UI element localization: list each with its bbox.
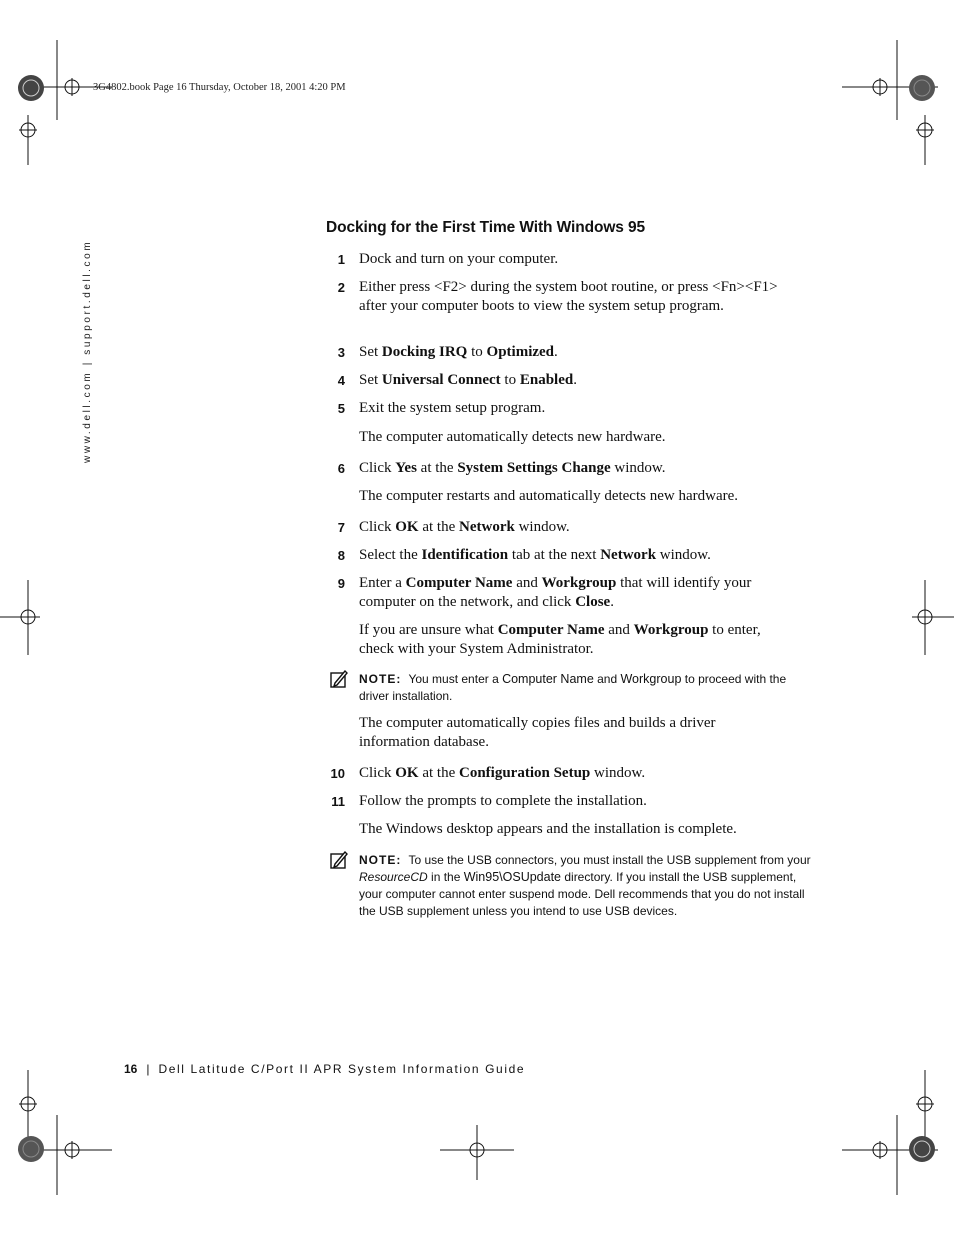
step-number: 5: [337, 401, 345, 416]
step-number: 6: [337, 461, 345, 476]
note-box: NOTE: You must enter a Computer Name and Workgroup to proceed with the driver installation.: [359, 672, 787, 703]
page-number: 16: [124, 1062, 138, 1076]
step-text: Exit the system setup program.: [359, 400, 546, 416]
page-footer: [124, 1062, 525, 1076]
step-number: 8: [337, 548, 345, 563]
side-url: www.dell.com | support.dell.com: [82, 239, 93, 463]
step-followup: If you are unsure what Computer Name and Workgroup to enter, check with your System Administrator.: [359, 622, 761, 657]
step-text: Set Docking IRQ to Optimized.: [359, 344, 558, 360]
step-text: Enter a Computer Name and Workgroup that will identify your computer on the network, and click Close.: [359, 575, 752, 610]
step-text: Either press <F2> during the system boot routine, or press <Fn><F1> after your computer boots to view the system setup program.: [359, 279, 778, 314]
step-number: 7: [337, 520, 345, 535]
note-box: NOTE: To use the USB connectors, you must install the USB supplement from your ResourceCD in the Win95\OSUpdate directory. If you install the USB supplement, your computer cannot enter suspend mode. Dell recommends that you do not install the USB supplement unless you intend to use USB devices.: [359, 853, 811, 918]
step-number: 1: [337, 252, 345, 267]
step-text: Dock and turn on your computer.: [359, 251, 559, 267]
step-text: Click OK at the Configuration Setup window.: [359, 765, 646, 781]
step-text: Set Universal Connect to Enabled.: [359, 372, 577, 388]
paragraph: The computer automatically copies files and builds a driver information database.: [359, 715, 716, 750]
pencil-note-icon: [330, 670, 348, 688]
step-followup: The Windows desktop appears and the installation is complete.: [359, 821, 737, 837]
book-info: 3G4802.book Page 16 Thursday, October 18, 2001 4:20 PM: [93, 82, 346, 93]
section-heading: Docking for the First Time With Windows 95: [326, 219, 646, 236]
step-number: 10: [330, 766, 345, 781]
step-number: 11: [331, 794, 345, 809]
step-number: 2: [337, 280, 345, 295]
step-text: Click OK at the Network window.: [359, 519, 570, 535]
step-number: 3: [337, 345, 345, 360]
guide-title: Dell Latitude C/Port II APR System Information Guide: [158, 1062, 526, 1076]
step-text: Select the Identification tab at the next Network window.: [359, 547, 711, 563]
step-followup: The computer restarts and automatically detects new hardware.: [359, 488, 739, 504]
step-text: Follow the prompts to complete the installation.: [359, 793, 647, 809]
footer-separator: |: [146, 1062, 150, 1076]
pencil-note-icon: [330, 851, 348, 869]
step-followup: The computer automatically detects new hardware.: [359, 429, 666, 445]
step-text: Click Yes at the System Settings Change window.: [359, 460, 666, 476]
step-number: 4: [337, 373, 345, 388]
step-number: 9: [337, 576, 345, 591]
